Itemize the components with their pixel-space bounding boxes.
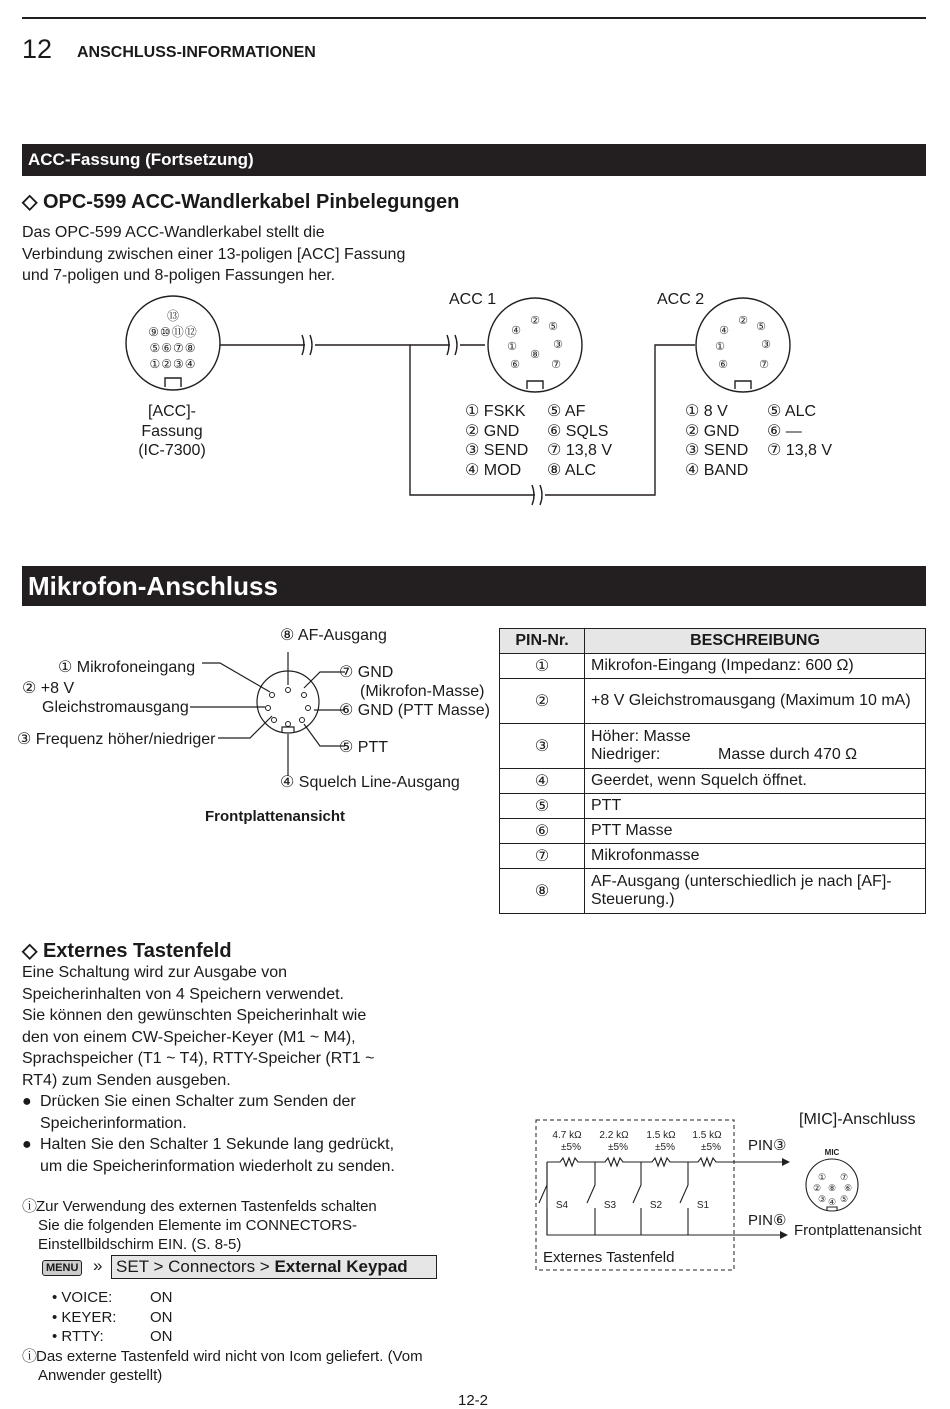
acc2-pin-label: ② GND bbox=[685, 422, 740, 440]
keypad-intro-line: Eine Schaltung wird zur Ausgabe von bbox=[22, 964, 288, 981]
header-rule bbox=[22, 17, 926, 19]
acc2-pin-label: ③ SEND bbox=[685, 442, 749, 459]
resistor-tol: ±5% bbox=[655, 1142, 675, 1153]
setting-value: ON bbox=[150, 1289, 173, 1306]
keypad-bullets bbox=[22, 1091, 395, 1177]
acc2-pins-left bbox=[685, 402, 748, 480]
page-number: 12 bbox=[22, 34, 53, 64]
page-footer: 12-2 bbox=[458, 1392, 489, 1409]
setting-name: • KEYER: bbox=[52, 1308, 117, 1326]
table-row bbox=[500, 844, 926, 869]
table-cell-pin: ⑦ bbox=[500, 844, 585, 869]
section-bar-acc-text: ACC-Fassung (Fortsetzung) bbox=[28, 150, 254, 169]
pin6-label: PIN⑥ bbox=[748, 1212, 787, 1229]
section-bar-mic bbox=[22, 566, 926, 606]
mic-label-p1: ① Mikrofoneingang bbox=[58, 659, 196, 676]
table-header: BESCHREIBUNG bbox=[585, 629, 926, 654]
table-cell-desc: PTT Masse bbox=[585, 819, 926, 844]
note-line: Zur Verwendung des externen Tastenfelds schalten bbox=[36, 1198, 377, 1215]
mic-title: [MIC]-Anschluss bbox=[799, 1111, 916, 1128]
bullet-line: Drücken Sie einen Schalter zum Senden der bbox=[40, 1093, 356, 1110]
menu-path-text: SET > Connectors > bbox=[116, 1257, 275, 1276]
info-icon: ⓘ bbox=[22, 1348, 38, 1365]
acc13-row: ⑨⑩⑪⑫ bbox=[148, 325, 198, 339]
table-cell-desc bbox=[585, 724, 926, 769]
acc1-pin: ③ bbox=[553, 339, 563, 351]
resistor-tol: ±5% bbox=[608, 1142, 628, 1153]
svg-text:①: ① bbox=[817, 1172, 827, 1182]
subheading-opc599-text: OPC-599 ACC-Wandlerkabel Pinbelegungen bbox=[42, 191, 460, 213]
acc2-pin-label: ⑤ ALC bbox=[767, 403, 817, 420]
switch-label: S4 bbox=[555, 1200, 569, 1211]
subheading-keypad-text: Externes Tastenfeld bbox=[42, 940, 232, 962]
acc1-pin: ⑥ bbox=[510, 359, 520, 371]
acc1-pin-label: ⑧ ALC bbox=[547, 461, 597, 479]
acc1-pins-right bbox=[547, 402, 612, 480]
bullet-dot-icon: ● bbox=[22, 1136, 32, 1153]
table-row bbox=[500, 769, 926, 794]
setting-value: ON bbox=[150, 1308, 173, 1326]
mic-label-p3: ③ Frequenz höher/niedriger bbox=[17, 731, 216, 748]
keypad-box-label: Externes Tastenfeld bbox=[543, 1249, 675, 1266]
setting-name: • VOICE: bbox=[52, 1289, 113, 1306]
acc2-pin-label: ① 8 V bbox=[685, 403, 728, 420]
diamond-icon: ◇ bbox=[22, 940, 38, 962]
acc-intro-line: Das OPC-599 ACC-Wandlerkabel stellt die bbox=[22, 224, 325, 241]
note-icom bbox=[22, 1347, 423, 1385]
acc2-pin: ② bbox=[738, 315, 748, 327]
table-row bbox=[500, 654, 926, 679]
keypad-intro-line: Sie können den gewünschten Speicherinhalt wie bbox=[22, 1007, 367, 1024]
table-row bbox=[500, 819, 926, 844]
mic-front-view: Frontplattenansicht bbox=[205, 808, 346, 825]
table-header-row bbox=[500, 629, 926, 654]
acc-socket-label-line: (IC-7300) bbox=[138, 442, 206, 459]
section-bar-mic-text: Mikrofon-Anschluss bbox=[28, 571, 278, 601]
acc2-pin: ① bbox=[715, 341, 725, 353]
table-cell-desc: Mikrofonmasse bbox=[585, 844, 926, 869]
menu-arrow: » bbox=[93, 1256, 103, 1275]
keypad-intro-line: RT4) zum Senden ausgeben. bbox=[22, 1071, 231, 1089]
keypad-intro-line: den von einem CW-Speicher-Keyer (M1 ~ M4), bbox=[22, 1028, 356, 1046]
note-line: Einstellbildschirm EIN. (S. 8-5) bbox=[38, 1236, 242, 1253]
keypad-intro-line: Sprachspeicher (T1 ~ T4), RTTY-Speicher (RT1 ~ bbox=[22, 1050, 375, 1067]
acc2-pin: ⑦ bbox=[759, 359, 769, 371]
bullet-item bbox=[22, 1091, 395, 1134]
acc2-pin: ⑥ bbox=[718, 359, 728, 371]
resistor-label: 1.5 kΩ bbox=[692, 1130, 722, 1141]
acc1-pin: ① bbox=[507, 341, 517, 353]
bullet-line: Speicherinformation. bbox=[40, 1114, 187, 1132]
svg-text:③: ③ bbox=[817, 1194, 827, 1204]
setting-value: ON bbox=[150, 1328, 173, 1345]
settings-list bbox=[52, 1288, 173, 1347]
acc2-pin-label: ⑦ 13,8 V bbox=[767, 442, 833, 459]
table-row bbox=[500, 724, 926, 769]
keypad-intro-line: Speicherinhalten von 4 Speichern verwendet. bbox=[22, 985, 344, 1003]
table-cell-desc-part: Niedriger: bbox=[591, 746, 661, 763]
acc13-row: ⑤⑥⑦⑧ bbox=[149, 341, 197, 355]
pin3-label: PIN③ bbox=[748, 1137, 787, 1154]
acc1-title: ACC 1 bbox=[449, 291, 497, 308]
acc-intro bbox=[22, 222, 405, 287]
acc2-pins-right bbox=[767, 402, 832, 461]
keypad-intro bbox=[22, 962, 374, 1091]
resistor-label: 2.2 kΩ bbox=[599, 1130, 629, 1141]
setting-row bbox=[52, 1288, 173, 1308]
acc13-row: ①②③④ bbox=[149, 357, 197, 371]
section-bar-acc bbox=[22, 144, 926, 176]
resistor-tol: ±5% bbox=[701, 1142, 721, 1153]
acc2-pin-label: ④ BAND bbox=[685, 461, 749, 479]
chapter-title: ANSCHLUSS-INFORMATIONEN bbox=[77, 44, 316, 61]
note-connectors bbox=[22, 1197, 377, 1254]
info-icon: ⓘ bbox=[22, 1198, 38, 1215]
note-line: Das externe Tastenfeld wird nicht von Icom geliefert. (Vom bbox=[36, 1348, 423, 1365]
menu-key: MENU bbox=[42, 1260, 82, 1276]
acc1-pins-left bbox=[465, 402, 528, 480]
acc1-pin: ⑦ bbox=[551, 359, 561, 371]
mic-label-p2a: ② +8 V bbox=[22, 680, 75, 697]
acc-socket-label-line: Fassung bbox=[141, 422, 203, 440]
acc1-pin-label: ① FSKK bbox=[465, 403, 526, 420]
table-cell-pin: ④ bbox=[500, 769, 585, 794]
menu-path-bold: External Keypad bbox=[274, 1257, 408, 1276]
mic-label-p7a: ⑦ GND bbox=[339, 664, 394, 681]
acc1-pin: ② bbox=[530, 315, 540, 327]
note-line: Anwender gestellt) bbox=[38, 1367, 163, 1384]
table-cell-desc: Mikrofon-Eingang (Impedanz: 600 Ω) bbox=[585, 654, 926, 679]
svg-text:⑥: ⑥ bbox=[843, 1183, 853, 1193]
acc-intro-line: und 7-poligen und 8-poligen Fassungen her. bbox=[22, 267, 336, 284]
svg-text:②: ② bbox=[812, 1183, 822, 1193]
acc2-title: ACC 2 bbox=[657, 291, 705, 308]
acc2-pin-label: ⑥ — bbox=[767, 422, 802, 440]
table-cell-desc-line: Höher: Masse bbox=[591, 728, 691, 745]
table-cell-desc: PTT bbox=[585, 794, 926, 819]
mic-label-p5: ⑤ PTT bbox=[339, 739, 389, 756]
setting-row bbox=[52, 1327, 173, 1347]
mic-small-label: MIC bbox=[824, 1148, 840, 1157]
table-cell-desc: +8 V Gleichstromausgang (Maximum 10 mA) bbox=[585, 679, 926, 724]
switch-label: S2 bbox=[649, 1200, 663, 1211]
acc1-pin: ⑧ bbox=[530, 349, 540, 361]
acc1-pin-label: ② GND bbox=[465, 422, 520, 440]
table-cell-pin: ② bbox=[500, 679, 585, 724]
table-cell-desc-line bbox=[591, 746, 919, 764]
bullet-line: Halten Sie den Schalter 1 Sekunde lang gedrückt, bbox=[40, 1136, 395, 1153]
table-cell-desc-part: Masse durch 470 Ω bbox=[718, 746, 858, 763]
mic-label-p8: ⑧ AF-Ausgang bbox=[280, 627, 387, 644]
acc1-pin: ⑤ bbox=[548, 321, 558, 333]
table-cell-pin: ⑥ bbox=[500, 819, 585, 844]
svg-text:⑤: ⑤ bbox=[839, 1194, 849, 1204]
table-header: PIN-Nr. bbox=[500, 629, 585, 654]
resistor-label: 4.7 kΩ bbox=[552, 1130, 582, 1141]
acc13-row: ⑬ bbox=[166, 309, 180, 323]
mic-label-p4: ④ Squelch Line-Ausgang bbox=[280, 774, 460, 791]
bullet-dot-icon: ● bbox=[22, 1093, 32, 1110]
svg-text:⑦: ⑦ bbox=[839, 1172, 849, 1182]
table-cell-pin: ⑤ bbox=[500, 794, 585, 819]
mic-small-front-view: Frontplattenansicht bbox=[794, 1222, 922, 1239]
bullet-line: um die Speicherinformation wiederholt zu senden. bbox=[40, 1157, 395, 1175]
diamond-icon: ◇ bbox=[22, 191, 38, 213]
resistor-tol: ±5% bbox=[561, 1142, 581, 1153]
mic-pin-table bbox=[499, 628, 926, 914]
mic-label-p2b: Gleichstromausgang bbox=[42, 699, 189, 716]
acc1-pin-label: ③ SEND bbox=[465, 442, 529, 459]
acc2-pin: ③ bbox=[761, 339, 771, 351]
table-row bbox=[500, 869, 926, 914]
mic-small-connector bbox=[800, 1145, 870, 1215]
switch-label: S3 bbox=[603, 1200, 617, 1211]
acc1-pin-label: ⑤ AF bbox=[547, 403, 586, 420]
svg-text:⑧: ⑧ bbox=[827, 1183, 837, 1193]
acc2-pin: ④ bbox=[719, 325, 729, 337]
note-line: Sie die folgenden Elemente im CONNECTORS- bbox=[38, 1217, 358, 1234]
table-cell-pin: ③ bbox=[500, 724, 585, 769]
acc2-pin: ⑤ bbox=[756, 321, 766, 333]
table-cell-pin: ⑧ bbox=[500, 869, 585, 914]
acc1-pin-label: ⑥ SQLS bbox=[547, 422, 609, 440]
svg-text:④: ④ bbox=[827, 1197, 837, 1207]
mic-connector-diagram bbox=[180, 640, 360, 780]
table-row bbox=[500, 679, 926, 724]
switch-label: S1 bbox=[696, 1200, 710, 1211]
acc1-pin-label: ⑦ 13,8 V bbox=[547, 442, 613, 459]
acc1-pin: ④ bbox=[511, 325, 521, 337]
acc1-pin-label: ④ MOD bbox=[465, 461, 522, 479]
table-row bbox=[500, 794, 926, 819]
mic-label-p7b: (Mikrofon-Masse) bbox=[360, 683, 485, 700]
setting-row bbox=[52, 1308, 173, 1328]
setting-name: • RTTY: bbox=[52, 1328, 104, 1345]
table-cell-desc: Geerdet, wenn Squelch öffnet. bbox=[585, 769, 926, 794]
mic-label-p6: ⑥ GND (PTT Masse) bbox=[339, 702, 490, 719]
table-cell-pin: ① bbox=[500, 654, 585, 679]
acc-intro-line: Verbindung zwischen einer 13-poligen [ACC] Fassung bbox=[22, 245, 406, 263]
acc-socket-label bbox=[122, 402, 222, 461]
resistor-label: 1.5 kΩ bbox=[646, 1130, 676, 1141]
acc-socket-label-line: [ACC]- bbox=[148, 403, 196, 420]
bullet-item bbox=[22, 1134, 395, 1177]
menu-path-box bbox=[111, 1255, 437, 1279]
table-cell-desc: AF-Ausgang (unterschiedlich je nach [AF]-Steuerung.) bbox=[585, 869, 926, 914]
subheading-keypad bbox=[22, 938, 232, 963]
subheading-opc599 bbox=[22, 189, 459, 214]
